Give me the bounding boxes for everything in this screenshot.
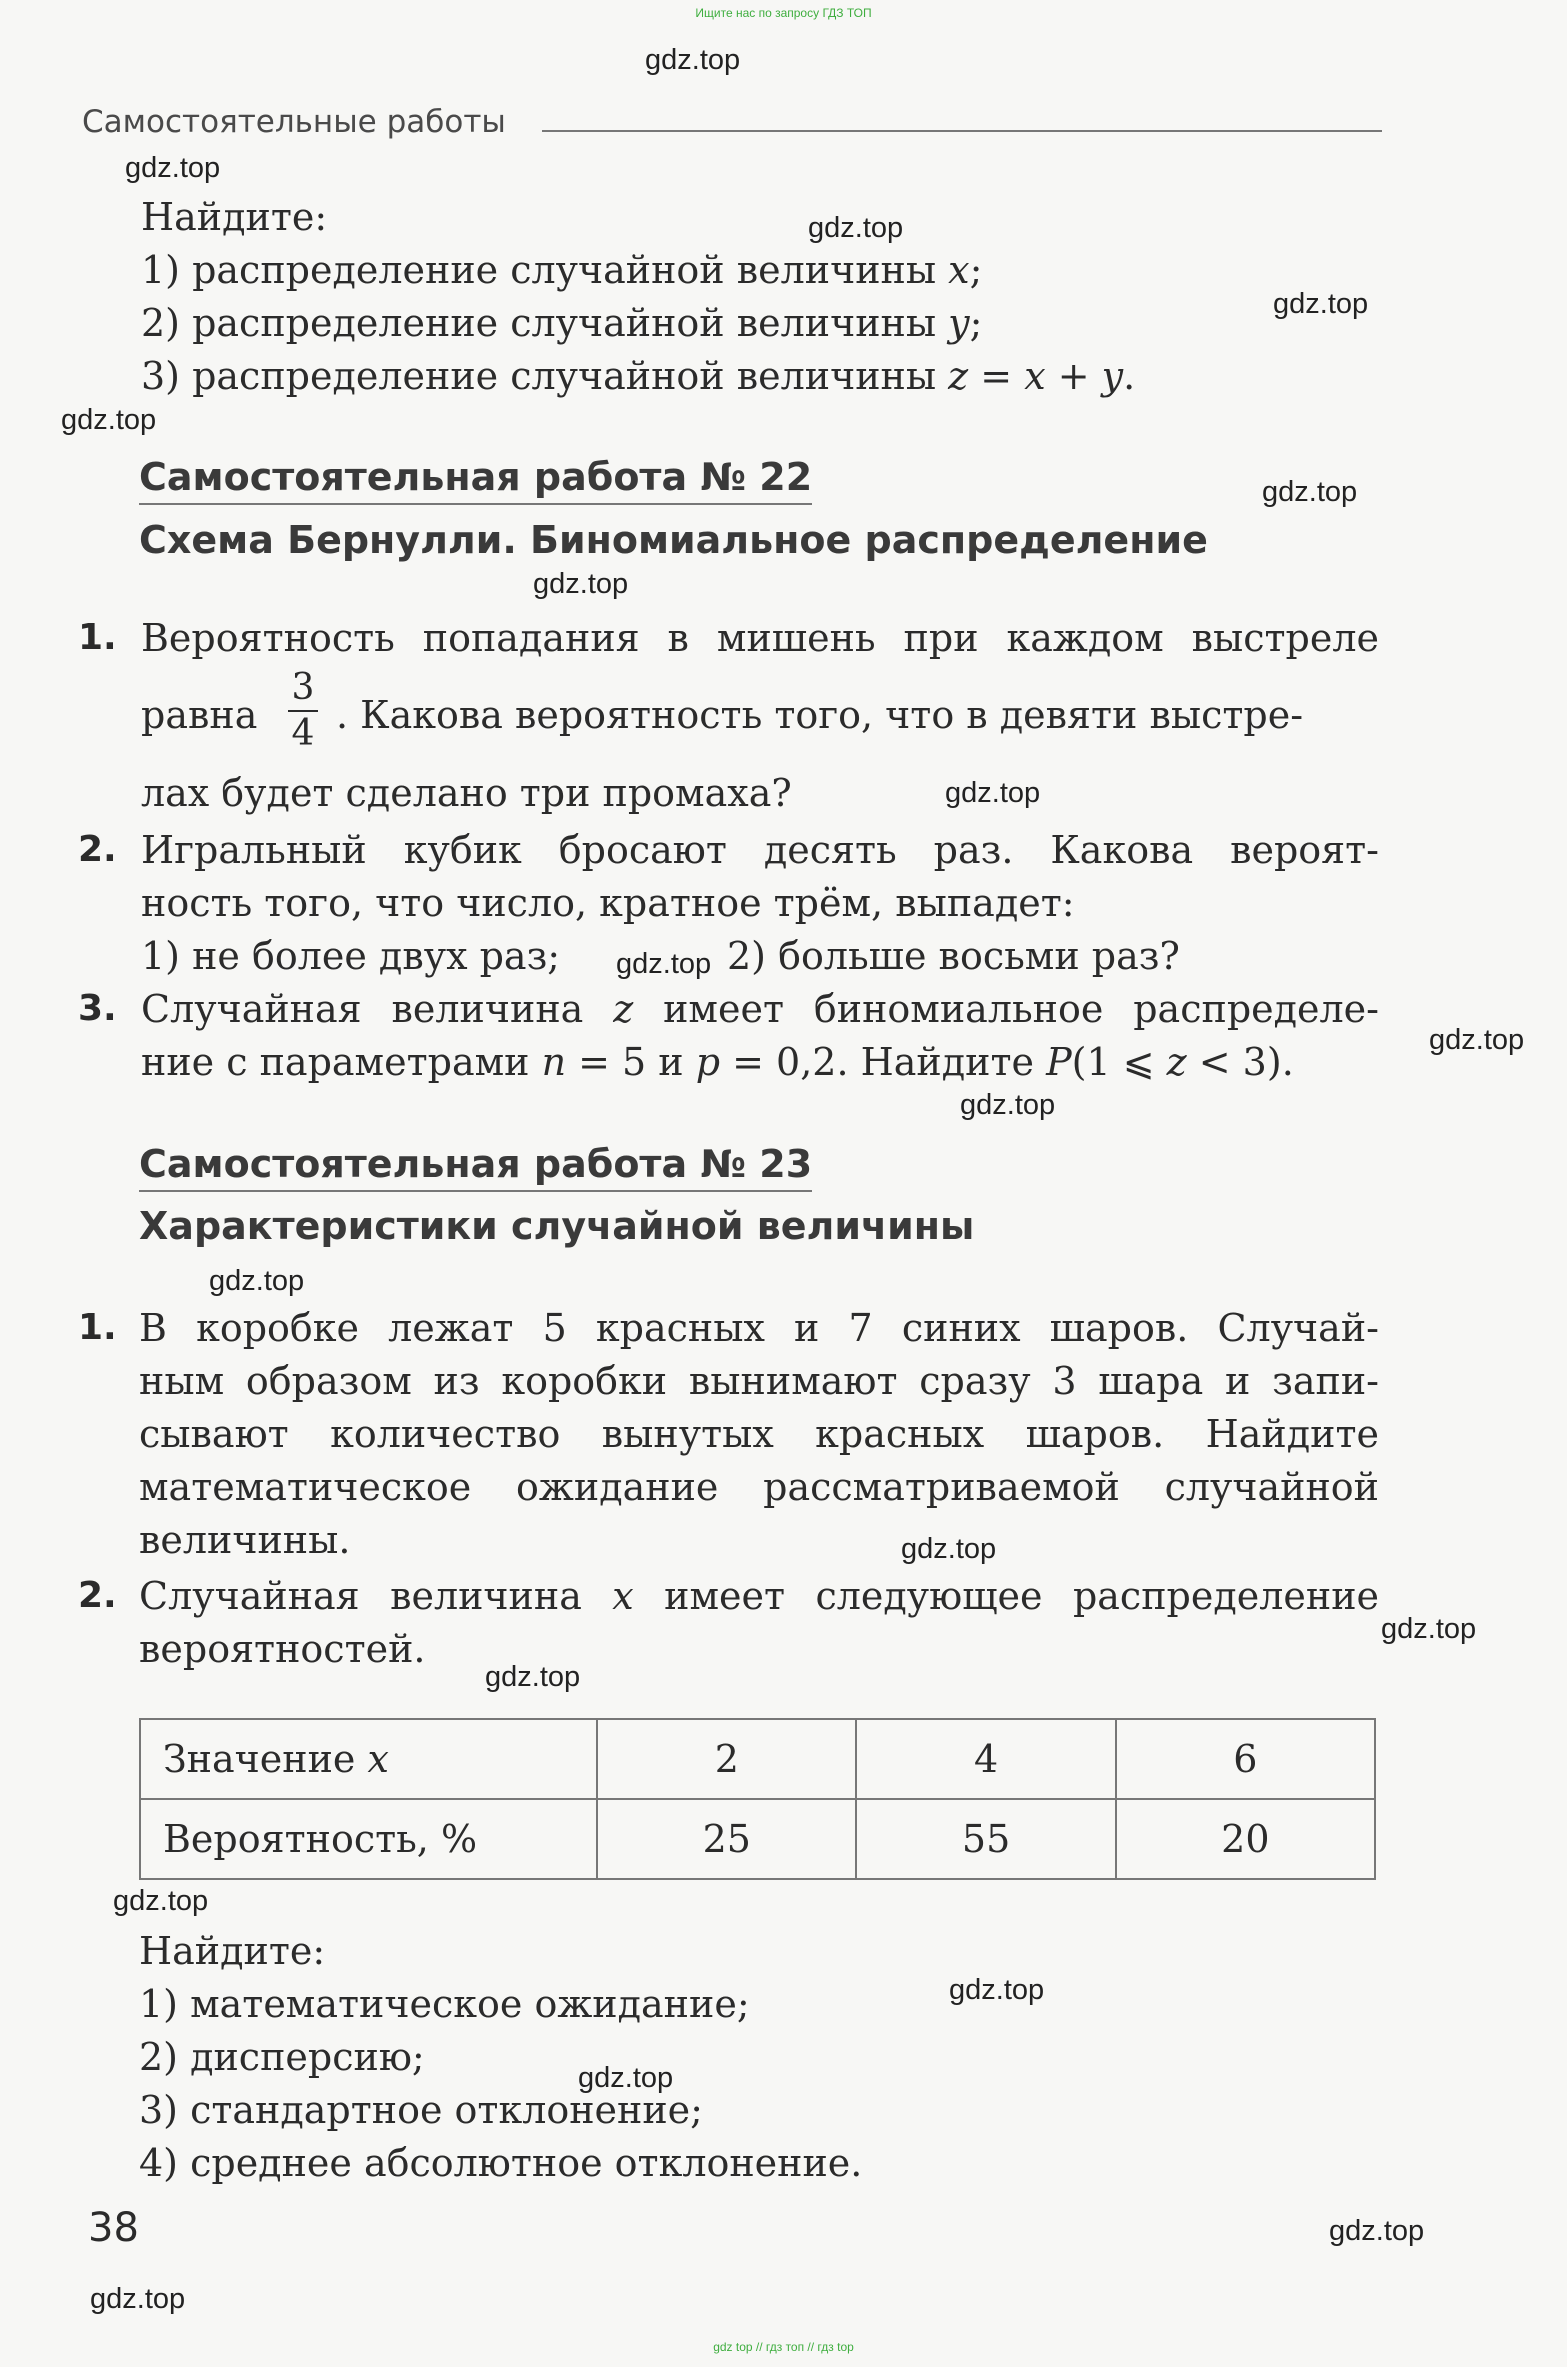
running-header [82,104,1382,148]
w23-find-item-3: 3) стандартное отклонение; [139,2088,703,2132]
prev-item-2: 2) распределение случайной величины y; [141,301,983,345]
w23-task1-line3: сывают количество вынутых красных шаров. Найдите [139,1412,1379,1456]
watermark: gdz.top [808,212,904,244]
bottom-banner: gdz top // гдз топ // гдз top [713,2340,854,2354]
watermark: gdz.top [1273,288,1369,320]
w22-task1-fraction [283,668,323,754]
watermark: gdz.top [209,1265,305,1297]
watermark: gdz.top [901,1533,997,1565]
work23-title: Самостоятельная работа № 23 [139,1142,812,1186]
distribution-table [139,1718,1376,1880]
prev-find-label: Найдите: [141,195,328,239]
watermark: gdz.top [645,44,741,76]
work22-topic: Схема Бернулли. Биномиальное распределение [139,518,1208,562]
w23-find-item-4: 4) среднее абсолютное отклонение. [139,2141,863,2185]
w22-task1-line1: Вероятность попадания в мишень при каждом выстреле [141,616,1379,660]
fraction-denominator: 4 [291,713,315,754]
table-cell: Вероятность, % [140,1799,597,1879]
w23-task1-line2: ным образом из коробки вынимают сразу 3 шара и запи- [139,1359,1379,1403]
table-cell: 20 [1116,1799,1375,1879]
table-cell: 25 [597,1799,856,1879]
table-row [140,1719,1375,1799]
prev-item-3: 3) распределение случайной величины z = x + y. [141,354,1136,398]
fraction-numerator: 3 [291,667,315,708]
watermark: gdz.top [61,404,157,436]
watermark: gdz.top [1429,1024,1525,1056]
watermark: gdz.top [90,2283,186,2315]
w23-task1-number: 1. [78,1307,117,1348]
watermark: gdz.top [949,1974,1045,2006]
w22-task1-line2a: равна [141,693,258,737]
header-rule [542,130,1382,132]
table-cell: Значение x [140,1719,597,1799]
watermark: gdz.top [1381,1613,1477,1645]
w22-task3-line1: Случайная величина z имеет биномиальное распределе- [141,987,1379,1031]
table-cell: 4 [856,1719,1115,1799]
running-header-text: Самостоятельные работы [82,104,506,140]
w22-task1-number: 1. [78,617,117,658]
top-banner: Ищите нас по запросу ГДЗ ТОП [695,6,872,20]
watermark: gdz.top [616,948,712,980]
watermark: gdz.top [578,2062,674,2094]
watermark: gdz.top [1262,476,1358,508]
watermark: gdz.top [945,777,1041,809]
w23-task1-line4: математическое ожидание рассматриваемой случайной [139,1465,1379,1509]
w23-task1-line5: величины. [139,1518,351,1562]
w23-task2-number: 2. [78,1575,117,1616]
watermark: gdz.top [533,568,629,600]
watermark: gdz.top [113,1885,209,1917]
w23-task2-line2: вероятностей. [139,1627,426,1671]
prev-item-1: 1) распределение случайной величины x; [141,248,983,292]
w22-task1-line3: лах будет сделано три промаха? [141,771,792,815]
watermark: gdz.top [125,152,221,184]
table-cell: 55 [856,1799,1115,1879]
w22-task1-line2b: . Какова вероятность того, что в девяти выстре- [336,693,1304,737]
work23-topic: Характеристики случайной величины [139,1204,975,1248]
w23-find-item-1: 1) математическое ожидание; [139,1982,750,2026]
page-number: 38 [88,2205,139,2251]
w22-task2-opt2: 2) больше восьми раз? [727,934,1180,978]
w22-task2-line2: ность того, что число, кратное трём, выпадет: [141,881,1075,925]
table-cell: 2 [597,1719,856,1799]
w22-task2-opt1: 1) не более двух раз; [141,934,561,978]
w22-task3-number: 3. [78,988,117,1029]
table-row [140,1799,1375,1879]
watermark: gdz.top [960,1089,1056,1121]
w23-find-label: Найдите: [139,1929,326,1973]
watermark: gdz.top [485,1661,581,1693]
w23-task2-line1: Случайная величина x имеет следующее распределение [139,1574,1380,1618]
w23-find-item-2: 2) дисперсию; [139,2035,425,2079]
watermark: gdz.top [1329,2215,1425,2247]
work22-title: Самостоятельная работа № 22 [139,455,812,499]
w22-task3-line2: ние с параметрами n = 5 и p = 0,2. Найдите P(1 ⩽ z < 3). [141,1040,1294,1084]
table-cell: 6 [1116,1719,1375,1799]
w23-task1-line1: В коробке лежат 5 красных и 7 синих шаров. Случай- [139,1306,1379,1350]
fraction-bar [288,710,318,712]
w22-task2-number: 2. [78,829,117,870]
w22-task2-line1: Игральный кубик бросают десять раз. Какова вероят- [141,828,1379,872]
